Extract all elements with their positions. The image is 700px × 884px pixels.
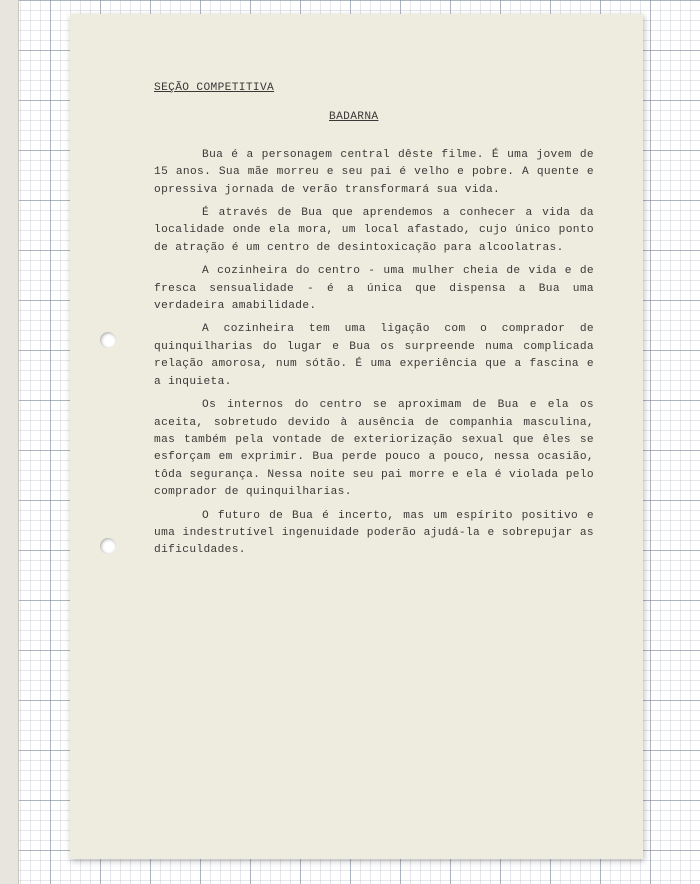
- film-title: BADARNA: [329, 111, 379, 124]
- punch-hole: [100, 538, 116, 554]
- typewritten-page: [70, 14, 643, 859]
- section-title: SEÇÃO COMPETITIVA: [154, 82, 275, 94]
- paragraph: A cozinheira tem uma ligação com o comprador de quinquilharias do lugar e Bua os surpreende numa complicada relação amorosa, num sótão. É uma experiência que a fascina e a inquieta.: [154, 323, 594, 388]
- paragraph: A cozinheira do centro - uma mulher cheia de vida e de fresca sensualidade - é a única que dispensa a Bua uma verdadeira amabilidade.: [154, 265, 594, 313]
- ruler-margin-strip: [0, 0, 19, 884]
- paragraph: Os internos do centro se aproximam de Bua e ela os aceita, sobretudo devido à ausência de companhia masculina, mas também pela vontade de exteriorização sexual que êles se esforçam em exprimir. Bua perde pouco a pouco, nessa ocasião, tôda segurança. Nessa noite seu pai morre e ela é violada pelo comprador de quinquilharias.: [154, 399, 594, 499]
- punch-hole: [100, 332, 116, 348]
- paragraph: Bua é a personagem central dêste filme. É uma jovem de 15 anos. Sua mãe morreu e seu pai é velho e pobre. A quente e opressiva jornada de verão transformará sua vida.: [154, 148, 594, 196]
- page-body: [154, 80, 594, 566]
- paragraph: É através de Bua que aprendemos a conhecer a vida da localidade onde ela mora, um local afastado, cujo único ponto de atração é um centro de desintoxicação para alcoolatras.: [154, 207, 594, 254]
- paragraph: O futuro de Bua é incerto, mas um espírito positivo e uma indestrutível ingenuidade poderão ajudá-la e sobrepujar as dificuldades.: [154, 509, 594, 557]
